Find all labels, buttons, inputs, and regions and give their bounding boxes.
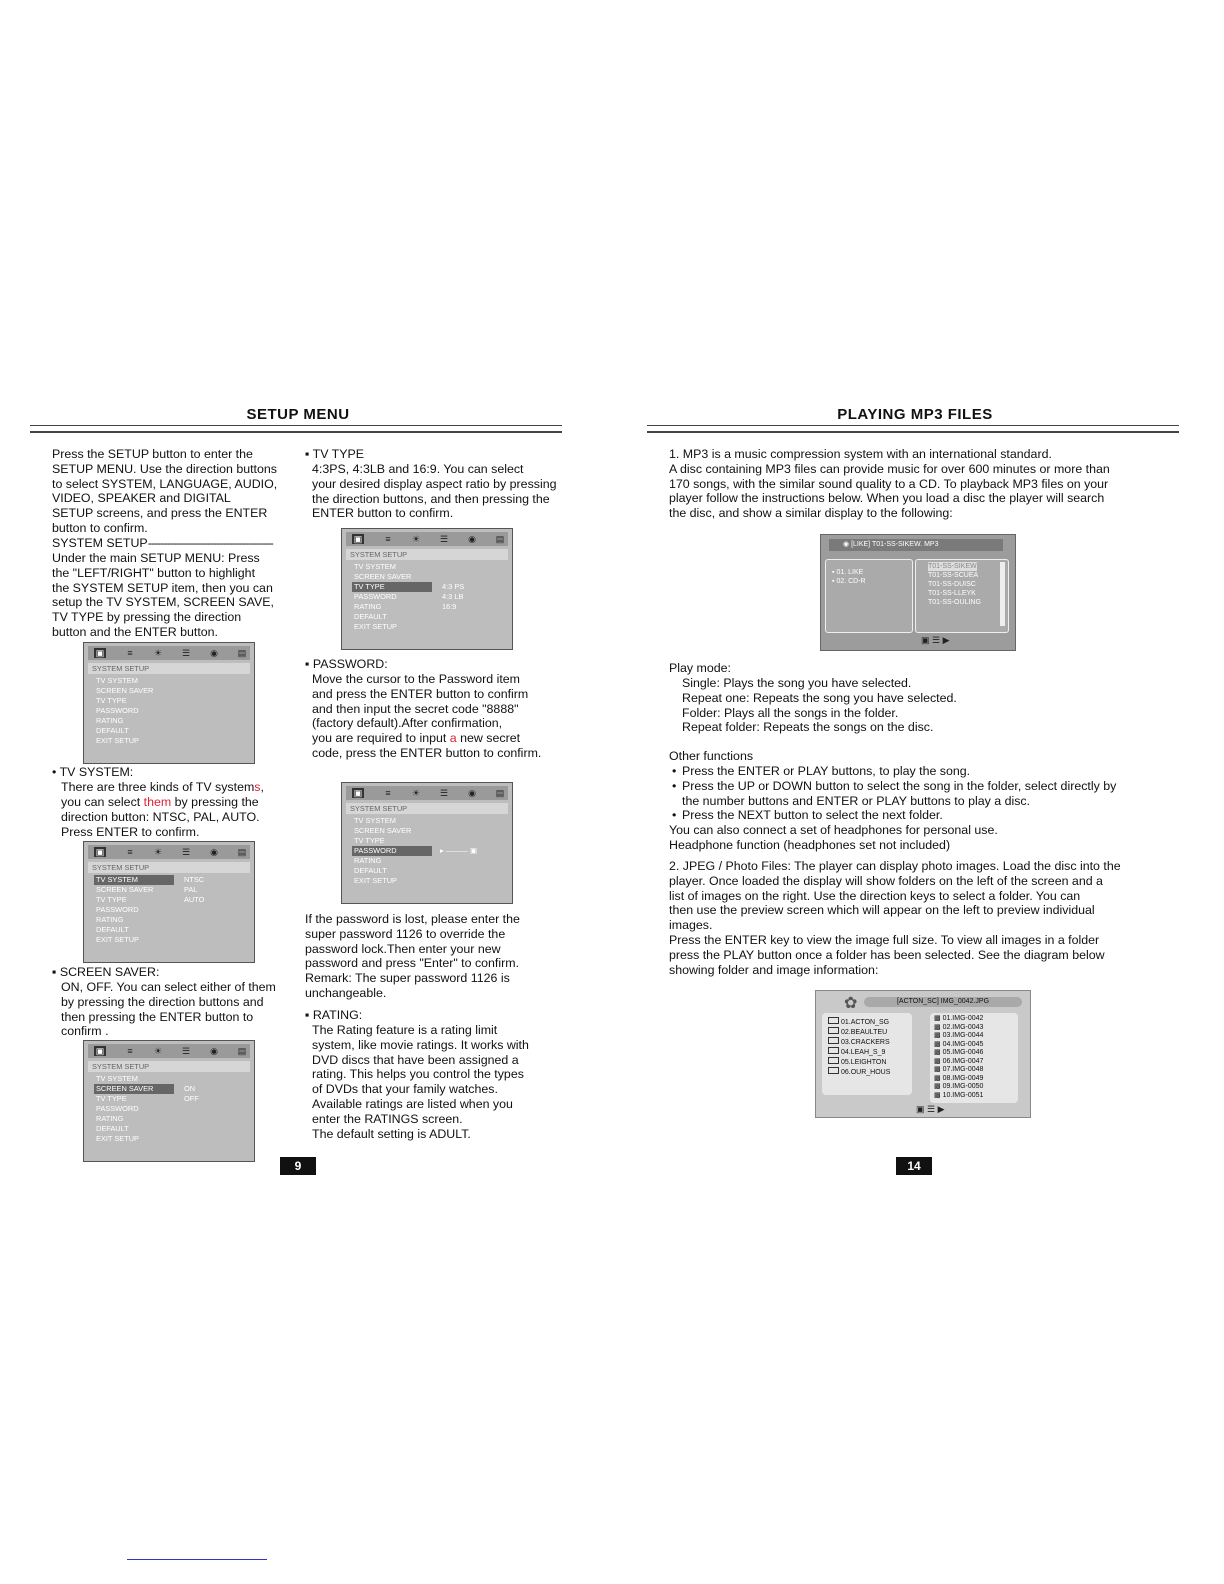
right-title-rule: [647, 425, 1179, 433]
setup-intro: Press the SETUP button to enter the SETUP MENU. Use the direction buttons to select SYSTEM, LANGUAGE, AUDIO, VIDEO, SPEAKER and DIGITAL SETUP screens, and press the ENTER button to confirm.: [52, 447, 278, 535]
osd-item: RATING: [96, 1114, 124, 1123]
osd-item: TV SYSTEM: [96, 1074, 138, 1083]
osd-item: TV SYSTEM: [354, 562, 396, 571]
speaker-icon: ◉: [210, 847, 218, 857]
system-setup-heading: SYSTEM SETUP----------------------------------------: [52, 536, 273, 550]
password-lock-icon: ▸ ——— ▣: [440, 846, 477, 855]
image-item: ▩ 06.IMG-0047: [934, 1057, 984, 1065]
other-function-item: Press the UP or DOWN button to select the song in the folder, select directly by the number buttons and ENTER or PLAY buttons to play a disc.: [682, 779, 1117, 808]
osd-item: SCREEN SAVER: [96, 686, 154, 695]
osd-system-setup-1: [83, 642, 255, 764]
other-function-item: •: [672, 779, 677, 793]
tv-type-heading: ▪ TV TYPE: [305, 447, 365, 461]
language-icon: ≡: [127, 1046, 133, 1056]
image-item: ▩ 04.IMG-0045: [934, 1040, 984, 1048]
song-item: T01-SS-SCUEA: [928, 572, 979, 579]
other-function-item: Press the ENTER or PLAY buttons, to play the song.: [682, 764, 971, 778]
video-icon: ☀: [153, 847, 163, 857]
osd-item: RATING: [96, 915, 124, 924]
speaker-icon: ◉: [468, 534, 476, 544]
headphone-text: You can also connect a set of headphones for personal use. Headphone function (headphones set not included): [669, 823, 998, 852]
system-icon: ▣: [95, 648, 105, 658]
video-icon: ☀: [411, 534, 421, 544]
osd-item: EXIT SETUP: [354, 622, 397, 631]
osd-item: RATING: [354, 856, 382, 865]
disc-icon: ◉: [843, 541, 852, 548]
screen-saver-text: ON, OFF. You can select either of them by pressing the direction buttons and then pressing the ENTER button to confirm .: [61, 980, 276, 1039]
osd-item: TV TYPE: [96, 696, 127, 705]
folder-item: 03.CRACKERS: [828, 1037, 890, 1048]
osd-header: SYSTEM SETUP: [88, 862, 250, 873]
photo-icon: ✿: [844, 995, 858, 1012]
tv-system-heading: • TV SYSTEM:: [52, 765, 134, 779]
system-icon: ▣: [353, 788, 363, 798]
osd-item: TV SYSTEM: [354, 816, 396, 825]
osd-icon-bar: [346, 532, 508, 546]
osd-item: PASSWORD: [96, 706, 139, 715]
osd-option: 4:3 LB: [442, 592, 464, 601]
osd-item: DEFAULT: [96, 1124, 129, 1133]
rating-heading: ▪ RATING:: [305, 1008, 363, 1022]
language-icon: ≡: [385, 788, 391, 798]
osd-item: EXIT SETUP: [354, 876, 397, 885]
mp3-song-pane: [915, 559, 1009, 633]
image-item: ▩ 09.IMG-0050: [934, 1083, 984, 1090]
image-item: ▩ 02.IMG-0043: [934, 1023, 984, 1031]
osd-header: SYSTEM SETUP: [88, 1061, 250, 1072]
system-icon: ▣: [353, 534, 363, 544]
left-page-title: SETUP MENU: [246, 406, 350, 423]
jpeg-folder-pane: [822, 1013, 912, 1095]
tv-type-text: 4:3PS, 4:3LB and 16:9. You can select your desired display aspect ratio by pressing the direction buttons, and then pressing the ENTER button to confirm.: [312, 462, 557, 521]
video-icon: ☀: [153, 648, 163, 658]
tv-system-line1: There are three kinds of TV systems,: [61, 780, 264, 794]
folder-item: ▪ 02. CD-R: [832, 578, 866, 585]
audio-icon: ☰: [439, 788, 449, 798]
osd-item-selected: TV TYPE: [352, 582, 432, 592]
osd-item: TV SYSTEM: [96, 676, 138, 685]
speaker-icon: ◉: [210, 1046, 218, 1056]
osd-header: SYSTEM SETUP: [346, 549, 508, 560]
osd-item: TV TYPE: [96, 895, 127, 904]
right-page-title: PLAYING MP3 FILES: [837, 406, 993, 423]
language-icon: ≡: [127, 648, 133, 658]
lost-password-text: If the password is lost, please enter the super password 1126 to override the password lock.Then enter your new password and press "Enter" to confirm. Remark: The super password 1126 is unchangeable.: [305, 912, 520, 1000]
mp3-folder-pane: [825, 559, 913, 633]
tv-system-line2: you can select them by pressing the: [61, 795, 259, 809]
digital-icon: ▤: [495, 534, 505, 544]
image-item: ▩ 10.IMG-0051: [934, 1091, 984, 1099]
osd-item-selected: PASSWORD: [352, 846, 432, 856]
osd-item: DEFAULT: [96, 726, 129, 735]
osd-item: DEFAULT: [354, 612, 387, 621]
image-item: ▩ 01.IMG-0042: [934, 1015, 984, 1022]
osd-screen-saver: [83, 1040, 255, 1162]
video-icon: ☀: [153, 1046, 163, 1056]
osd-header: SYSTEM SETUP: [346, 803, 508, 814]
osd-option: AUTO: [184, 895, 205, 904]
osd-item: EXIT SETUP: [96, 736, 139, 745]
osd-item: RATING: [96, 716, 124, 725]
jpeg-screen: [815, 990, 1031, 1118]
osd-item-selected: TV SYSTEM: [94, 875, 174, 885]
digital-icon: ▤: [237, 648, 247, 658]
audio-icon: ☰: [181, 648, 191, 658]
speaker-icon: ◉: [210, 648, 218, 658]
osd-item: SCREEN SAVER: [354, 572, 412, 581]
jpeg-text: 2. JPEG / Photo Files: The player can display photo images. Load the disc into the player. Once loaded the display will show folders on the left of the screen and a list of images on the right. Use the direction keys to select a folder. You can then use the preview screen which will appear on the left to preview individual images. Press the ENTER key to view the image full size. To view all images in a folder press the PLAY button once a folder has been selected. See the diagram below showing folder and image information:: [669, 859, 1121, 977]
tv-system-rest: direction button: NTSC, PAL, AUTO. Press ENTER to confirm.: [61, 810, 260, 839]
footer-rule: [127, 1559, 267, 1560]
song-item: T01-SS-DUISC: [928, 581, 976, 588]
mp3-title-bar: ◉ [LIKE] T01-SS-SIKEW. MP3: [829, 539, 1003, 551]
system-setup-text: Under the main SETUP MENU: Press the "LEFT/RIGHT" button to highlight the SYSTEM SETUP item, then you can setup the TV SYSTEM, SCREEN SAVE, TV TYPE by pressing the direction button and the ENTER button.: [52, 551, 274, 639]
audio-icon: ☰: [439, 534, 449, 544]
language-icon: ≡: [127, 847, 133, 857]
osd-item: SCREEN SAVER: [96, 885, 154, 894]
mp3-intro: 1. MP3 is a music compression system with an international standard. A disc containing MP3 files can provide music for over 600 minutes or more than 170 songs, with the similar sound quality to a CD. To playback MP3 files on your player follow the instructions below. When you load a disc the player will search the disc, and show a similar display to the following:: [669, 447, 1110, 521]
language-icon: ≡: [385, 534, 391, 544]
osd-item: TV TYPE: [354, 836, 385, 845]
osd-option: 16:9: [442, 602, 457, 611]
image-item: ▩ 07.IMG-0048: [934, 1066, 984, 1073]
other-function-item: •: [672, 808, 677, 822]
osd-icon-bar: [88, 845, 250, 859]
left-title-rule: [30, 425, 562, 433]
system-icon: ▣: [95, 1046, 105, 1056]
osd-item: EXIT SETUP: [96, 1134, 139, 1143]
osd-item: SCREEN SAVER: [354, 826, 412, 835]
digital-icon: ▤: [237, 1046, 247, 1056]
scrollbar: [1000, 562, 1005, 626]
playback-controls-icon: ▣ ☰ ▶: [921, 635, 950, 645]
osd-item: DEFAULT: [354, 866, 387, 875]
right-page-number: 14: [896, 1157, 932, 1175]
mp3-screen: [820, 534, 1016, 651]
osd-tv-system: [83, 841, 255, 963]
osd-item: PASSWORD: [354, 592, 397, 601]
osd-option: ON: [184, 1084, 196, 1093]
left-page-number: 9: [280, 1157, 316, 1175]
video-icon: ☀: [411, 788, 421, 798]
folder-item: 04.LEAH_S_9: [828, 1047, 885, 1058]
osd-option: 4:3 PS: [442, 582, 465, 591]
osd-item: EXIT SETUP: [96, 935, 139, 944]
rating-text: The Rating feature is a rating limit system, like movie ratings. It works with DVD discs that have been assigned a rating. This helps you control the types of DVDs that your family watches. Available ratings are listed when you enter the RATINGS screen. The default setting is ADULT.: [312, 1023, 529, 1141]
osd-icon-bar: [346, 786, 508, 800]
folder-item: ▪ 01. LIKE: [832, 569, 864, 576]
osd-item: RATING: [354, 602, 382, 611]
system-icon: ▣: [95, 847, 105, 857]
other-functions-heading: Other functions: [669, 749, 754, 763]
osd-icon-bar: [88, 1044, 250, 1058]
jpeg-image-pane: [930, 1013, 1018, 1103]
other-function-item: Press the NEXT button to select the next folder.: [682, 808, 943, 822]
digital-icon: ▤: [237, 847, 247, 857]
osd-tv-type: [341, 528, 513, 650]
song-item: T01-SS-OULING: [928, 599, 981, 606]
osd-option: PAL: [184, 885, 198, 894]
osd-icon-bar: [88, 646, 250, 660]
osd-item: DEFAULT: [96, 925, 129, 934]
password-text: Move the cursor to the Password item and press the ENTER button to confirm and then input the secret code "8888" (factory default).After confirmation, you are required to input a new secret code, press the ENTER button to confirm.: [312, 672, 542, 760]
osd-item: PASSWORD: [96, 905, 139, 914]
osd-option: NTSC: [184, 875, 205, 884]
jpeg-title-bar: [ACTON_SC] IMG_0042.JPG: [864, 997, 1022, 1007]
password-heading: ▪ PASSWORD:: [305, 657, 388, 671]
song-item: T01-SS-LLEYK: [928, 590, 976, 597]
osd-item: PASSWORD: [96, 1104, 139, 1113]
osd-password: [341, 782, 513, 904]
audio-icon: ☰: [181, 1046, 191, 1056]
image-item: ▩ 05.IMG-0046: [934, 1049, 984, 1056]
osd-item: TV TYPE: [96, 1094, 127, 1103]
screen-saver-heading: ▪ SCREEN SAVER:: [52, 965, 160, 979]
play-mode-items: Single: Plays the song you have selected. Repeat one: Repeats the song you have selected. Folder: Plays all the songs in the folder. Repeat folder: Repeats the songs on the disc.: [682, 676, 957, 735]
osd-option: OFF: [184, 1094, 199, 1103]
digital-icon: ▤: [495, 788, 505, 798]
folder-item: 02.BEAULTEU: [828, 1027, 887, 1038]
osd-header: SYSTEM SETUP: [88, 663, 250, 674]
play-mode-heading: Play mode:: [669, 661, 731, 675]
audio-icon: ☰: [181, 847, 191, 857]
image-item: ▩ 08.IMG-0049: [934, 1074, 984, 1082]
other-function-item: •: [672, 764, 677, 778]
playback-controls-icon: ▣ ☰ ▶: [916, 1104, 945, 1114]
image-item: ▩ 03.IMG-0044: [934, 1032, 984, 1039]
folder-item: 06.OUR_HOUS: [828, 1067, 890, 1078]
osd-item-selected: SCREEN SAVER: [94, 1084, 174, 1094]
folder-item: 01.ACTON_SG: [828, 1017, 889, 1028]
folder-item: 05.LEIGHTON: [828, 1057, 886, 1068]
speaker-icon: ◉: [468, 788, 476, 798]
song-item-selected: T01-SS-SIKEW: [928, 563, 977, 570]
